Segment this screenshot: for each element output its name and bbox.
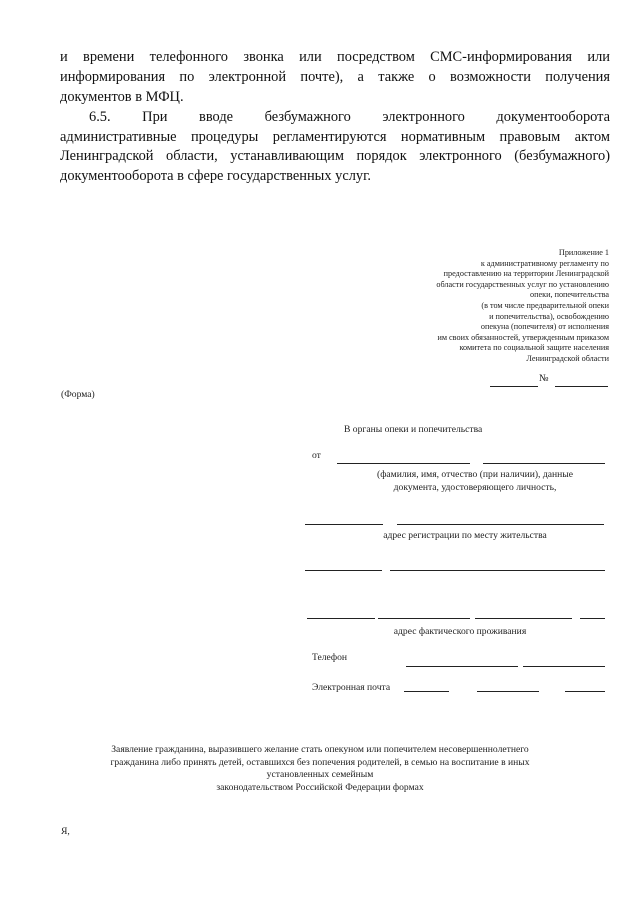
statement-title-line: законодательством Российской Федерации формах [216, 782, 424, 793]
name-caption: (фамилия, имя, отчество (при наличии), данные [377, 469, 573, 480]
appendix-line: опеки, попечительства [530, 290, 609, 300]
email-label: Электронная почта [312, 682, 391, 693]
email-field-line[interactable] [477, 691, 539, 692]
appendix-line: Приложение 1 [558, 248, 609, 257]
statement-title-line: Заявление гражданина, выразившего желание стать опекуном или попечителем несовершеннолетнего [111, 744, 529, 755]
email-field-line[interactable] [404, 691, 449, 692]
statement-title-line: гражданина либо принять детей, оставшихся без попечения родителей, в семью на воспитание в иных [110, 757, 530, 768]
paragraph-line: документов в МФЦ. [60, 89, 184, 105]
actual-address-caption: адрес фактического проживания [393, 626, 527, 637]
appendix-line: Ленинградской области [526, 353, 609, 363]
number-sign: № [539, 373, 549, 384]
name-field-line[interactable] [337, 463, 470, 464]
addressee: В органы опеки и попечительства [344, 424, 483, 435]
paragraph-line: административные процедуры регламентируются нормативным правовым актом [60, 129, 610, 145]
email-field-line[interactable] [565, 691, 605, 692]
actual-address-field-line[interactable] [475, 618, 572, 619]
from-label: от [312, 450, 321, 461]
paragraph-line: и времени телефонного звонка или посредством СМС-информирования или [60, 49, 610, 65]
appendix-line: им своих обязанностей, утвержденным приказом [437, 332, 609, 342]
registration-caption: адрес регистрации по месту жительства [383, 530, 547, 541]
appendix-line: предоставлению на территории Ленинградской [443, 269, 609, 279]
actual-address-field-line[interactable] [307, 618, 375, 619]
registration-field-line[interactable] [397, 524, 604, 525]
paragraph-line: документооборота в сфере государственных услуг. [60, 168, 371, 184]
appendix-line: (в том числе предварительной опеки [481, 300, 609, 310]
actual-address-field-line[interactable] [378, 618, 470, 619]
phone-field-line[interactable] [523, 666, 605, 667]
statement-start: Я, [61, 826, 70, 837]
form-label: (Форма) [61, 389, 95, 400]
actual-address-field-line[interactable] [580, 618, 605, 619]
paragraph-line: 6.5. При вводе безбумажного электронного документооборота [89, 109, 610, 125]
appendix-number-line[interactable] [555, 386, 608, 387]
appendix-line: и попечительства), освобождению [489, 311, 609, 321]
paragraph-line: Ленинградской области, устанавливающим порядок электронного (безбумажного) [60, 148, 610, 164]
appendix-date-line[interactable] [490, 386, 538, 387]
registration-field-line[interactable] [305, 570, 382, 571]
appendix-line: опекуна (попечителя) от исполнения [480, 322, 609, 332]
appendix-line: комитета по социальной защите населения [459, 343, 609, 353]
appendix-line: области государственных услуг по установлению [436, 279, 609, 289]
registration-field-line[interactable] [390, 570, 605, 571]
phone-field-line[interactable] [406, 666, 518, 667]
appendix-block [380, 248, 609, 365]
paragraph-line: информирования по электронной почте), а также о возможности получения [60, 69, 610, 85]
registration-field-line[interactable] [305, 524, 383, 525]
name-caption: документа, удостоверяющего личность, [393, 482, 557, 493]
name-field-line[interactable] [483, 463, 605, 464]
appendix-line: к административному регламенту по [480, 258, 609, 268]
phone-label: Телефон [312, 652, 348, 663]
statement-title-line: установленных семейным [266, 769, 374, 780]
